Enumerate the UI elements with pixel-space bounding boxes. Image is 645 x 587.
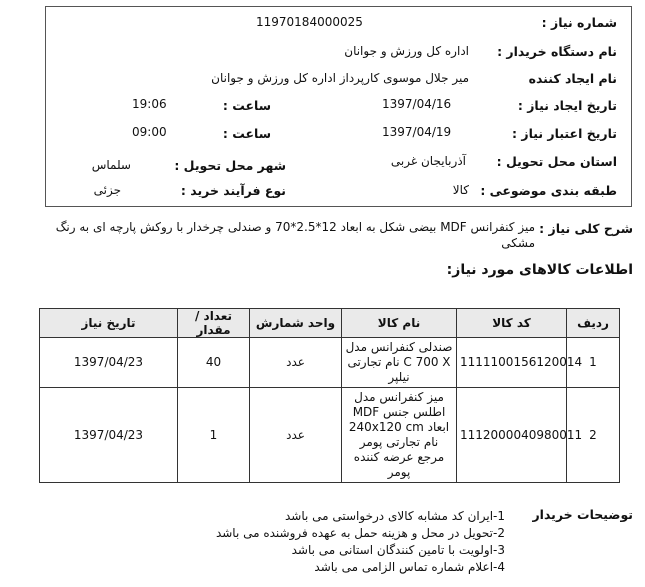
col-header-qty: تعداد / مقدار xyxy=(178,309,250,338)
purchase-type-label: نوع فرآیند خرید : xyxy=(180,183,286,198)
cell-code: 1111100156120014 xyxy=(457,338,567,388)
validity-time-label: ساعت : xyxy=(222,126,271,141)
creator-value: میر جلال موسوی کارپرداز اداره کل ورزش و جوانان xyxy=(211,71,469,85)
delivery-province-value: آذربایجان غربی xyxy=(390,154,466,168)
purchase-type-value: جزئی xyxy=(93,183,121,197)
cell-qty: 1 xyxy=(178,388,250,483)
created-time-value: 19:06 xyxy=(132,97,167,111)
buyer-note-line: 4-اعلام شماره تماس الزامی می باشد xyxy=(314,560,505,574)
buyer-notes-label: توضیحات خریدار xyxy=(532,507,633,522)
buyer-note-line: 3-اولویت با تامین کنندگان استانی می باشد xyxy=(291,543,505,557)
cell-qty: 40 xyxy=(178,338,250,388)
table-row xyxy=(40,338,620,388)
need-header-box xyxy=(45,6,632,207)
buyer-org-value: اداره کل ورزش و جوانان xyxy=(344,44,469,58)
cell-name: صندلی کنفرانس مدل C 700 X نام تجارتی نیلپر xyxy=(342,338,457,388)
col-header-unit: واحد شمارش xyxy=(250,309,342,338)
items-section-title: اطلاعات کالاهای مورد نیاز: xyxy=(446,262,633,278)
validity-date-label: تاریخ اعتبار نیاز : xyxy=(512,126,617,141)
cell-code: 1112000040980011 xyxy=(457,388,567,483)
items-table-header xyxy=(40,309,620,338)
created-time-label: ساعت : xyxy=(222,98,271,113)
buyer-notes xyxy=(105,508,505,576)
cell-row: 1 xyxy=(567,338,620,388)
buyer-org-label: نام دستگاه خریدار : xyxy=(497,44,617,59)
summary-label: شرح کلی نیاز : xyxy=(539,221,633,236)
cell-date: 1397/04/23 xyxy=(40,388,178,483)
validity-date-value: 1397/04/19 xyxy=(382,125,452,139)
delivery-city-value: سلماس xyxy=(91,158,131,172)
cell-unit: عدد xyxy=(250,388,342,483)
category-value: کالا xyxy=(452,183,469,197)
need-number-label: شماره نیاز : xyxy=(541,15,617,30)
col-header-name: نام کالا xyxy=(342,309,457,338)
cell-name: میز کنفرانس مدل اطلس جنس MDF ابعاد 240x120 cm نام تجارتی پومر مرجع عرضه کننده پومر xyxy=(342,388,457,483)
col-header-code: کد کالا xyxy=(457,309,567,338)
created-date-label: تاریخ ایجاد نیاز : xyxy=(517,98,617,113)
buyer-note-line: 2-تحویل در محل و هزینه حمل به عهده فروشنده می باشد xyxy=(215,526,505,540)
cell-unit: عدد xyxy=(250,338,342,388)
validity-time-value: 09:00 xyxy=(132,125,167,139)
table-row xyxy=(40,388,620,483)
cell-date: 1397/04/23 xyxy=(40,338,178,388)
cell-row: 2 xyxy=(567,388,620,483)
need-number-value: 11970184000025 xyxy=(256,15,363,29)
col-header-row: ردیف xyxy=(567,309,620,338)
summary-text: میز کنفرانس MDF بیضی شکل به ابعاد 12*2.5*70 و صندلی چرخدار با روکش پارچه ای به رنگ مشکی xyxy=(55,220,535,250)
delivery-city-label: شهر محل تحویل : xyxy=(174,158,286,173)
category-label: طبقه بندی موضوعی : xyxy=(480,183,617,198)
delivery-province-label: استان محل تحویل : xyxy=(496,154,617,169)
creator-label: نام ایجاد کننده xyxy=(528,71,617,86)
buyer-note-line: 1-ایران کد مشابه کالای درخواستی می باشد xyxy=(284,509,505,523)
created-date-value: 1397/04/16 xyxy=(382,97,452,111)
items-table xyxy=(39,308,620,483)
col-header-date: تاریخ نیاز xyxy=(40,309,178,338)
